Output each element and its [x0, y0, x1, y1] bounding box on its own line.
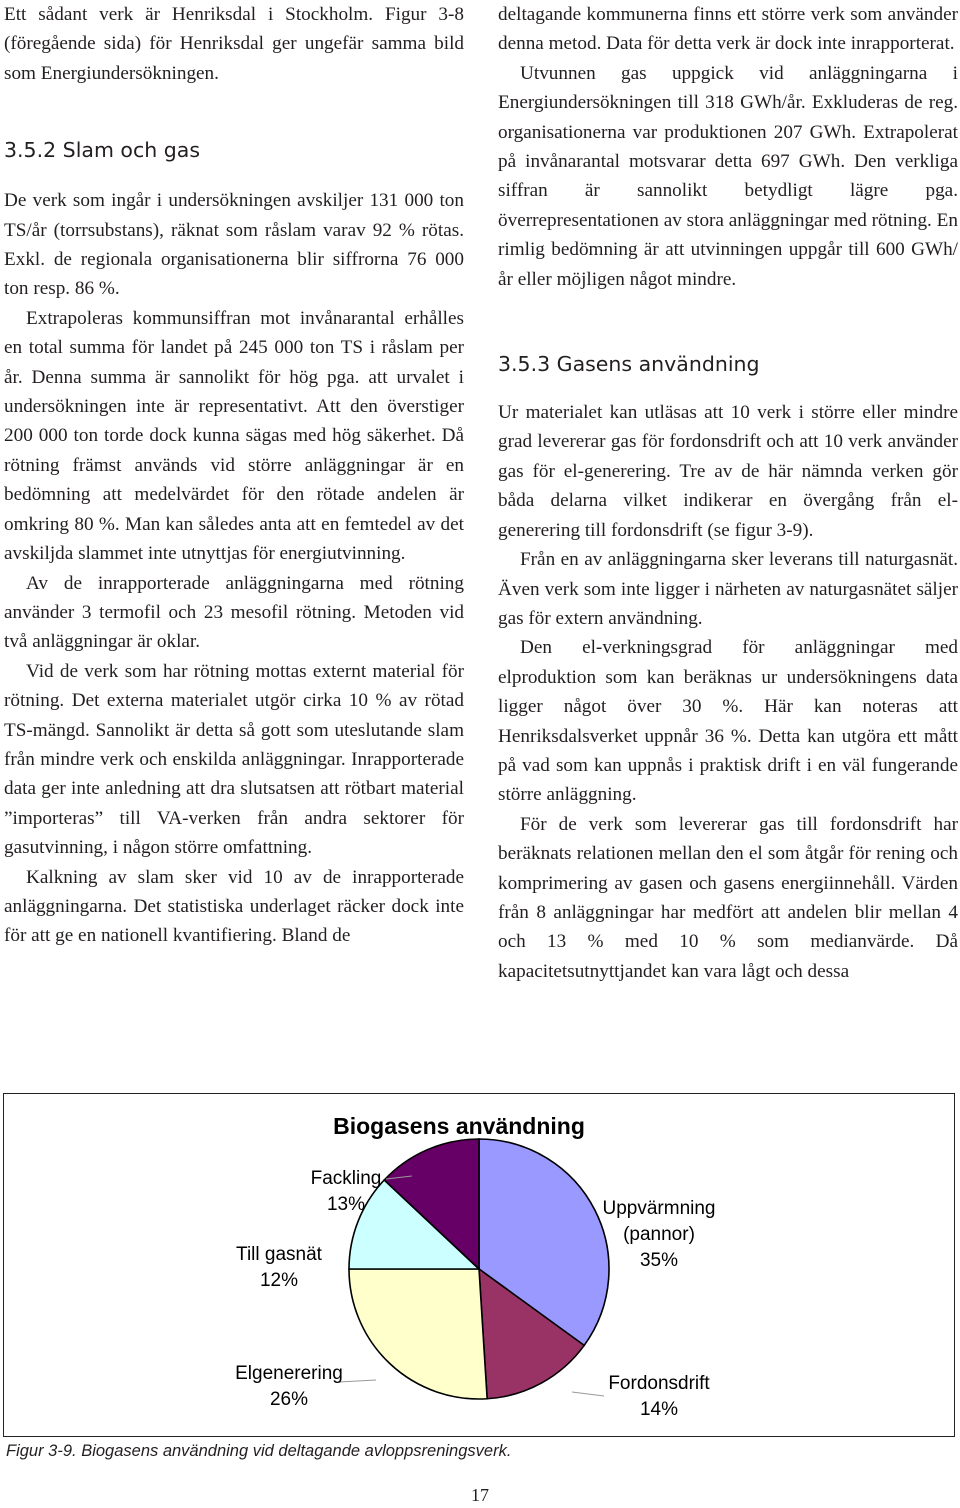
body-paragraph: deltagande kommunerna finns ett större verk som använder denna metod. Data för detta verk är dock inte inrapporterat.: [498, 4, 958, 55]
slice-label: [608, 1373, 710, 1420]
slice-label-line: Fordonsdrift: [608, 1373, 710, 1394]
figure-caption: Figur 3-9. Biogasens användning vid deltagande avloppsreningsverk.: [6, 1442, 512, 1460]
pie-chart: [4, 1094, 954, 1436]
slice-label: [235, 1363, 343, 1410]
body-paragraph: Från en av anläggningarna sker leverans till naturgasnät. Även verk som inte ligger i närheten av naturgasnätet säljer gas för extern användning.: [498, 549, 958, 629]
body-paragraph: Den el-verkningsgrad för anläggningar med elproduktion som kan beräknas ur undersökningens data ligger något över 30 %. Här kan noteras att Henriksdalsverket uppnår 36 %. Detta kan utgöra ett mått på vad som kan uppnås i praktisk drift i en väl fungerande större anläggning.: [498, 637, 958, 806]
body-paragraph: Kalkning av slam sker vid 10 av de inrapporterade anläggningarna. Det statistiska underlaget räcker dock inte för att ge en nationell kvantifiering. Bland de: [4, 866, 464, 947]
figure-box: [3, 1093, 955, 1437]
slice-label-line: (pannor): [623, 1224, 695, 1245]
body-paragraph: För de verk som levererar gas till fordonsdrift har beräknats relationen mellan den el som åtgår för rening och komprimering av gasen och gasens energiinnehåll. Värden från 8 anläggningar har medfört att andelen blir mellan 4 och 13 % med 10 % som medianvärde. Då kapacitetsutnyttjandet kan vara lågt och dessa: [498, 813, 958, 982]
leader-line: [339, 1380, 376, 1382]
slice-label-line: Uppvärmning: [602, 1198, 716, 1219]
left-column: [4, 0, 464, 951]
body-paragraph: Ur materialet kan utläsas att 10 verk i större eller mindre grad levererar gas för fordonsdrift och att 10 verk använder gas för el-generering. Tre av de här nämnda verken gör båda delarna vilket indikerar en övergång från el-generering till fordonsdrift (se figur 3-9).: [498, 402, 958, 541]
pie-slices: [349, 1139, 609, 1399]
body-paragraph: Vid de verk som har rötning mottas externt material för rötning. Det externa materialet utgör cirka 10 % av rötad TS-mängd. Sannolikt är detta så gott som uteslutande slam från mindre verk och enskilda anläggningar. Inrapporterade data ger inte anledning att dra slutsatsen att rötbart material ”importeras” till VA-verken från andra sektorer för gasutvinning, i någon större omfattning.: [4, 660, 464, 859]
slice-label-line: Fackling: [310, 1168, 382, 1189]
slice-label: [236, 1244, 323, 1291]
body-paragraph: Av de inrapporterade anläggningarna med rötning använder 3 termofil och 23 mesofil rötning. Metoden vid två anläggningar är oklar.: [4, 572, 464, 653]
body-paragraph: Extrapoleras kommunsiffran mot invånarantal erhålles en total summa för landet på 245 000 ton TS i råslam per år. Denna summa är sannolikt för hög pga. att urvalet i undersökningen inte är representativt. Att den överstiger 200 000 ton torde dock kunna sägas med hög säkerhet. Då rötning främst används vid större anläggningar är en bedömning att medelvärdet för den rötade andelen är omkring 80 %. Man kan således anta att en femtedel av det avskiljda slammet inte utnyttjas för energiutvinning.: [4, 307, 464, 565]
slice-label-line: Till gasnät: [236, 1244, 322, 1265]
slice-label-line: 12%: [259, 1270, 299, 1291]
section-heading-slam-och-gas: 3.5.2 Slam och gas: [4, 138, 201, 163]
slice-label: [603, 1198, 716, 1271]
slice-label-line: Elgenerering: [235, 1363, 343, 1384]
body-paragraph: De verk som ingår i undersökningen avskiljer 131 000 ton TS/år (torrsubstans), räknat som råslam varav 92 % rötas. Exkl. de regionala organisationerna blir siffrorna 76 000 ton resp. 86 %.: [4, 190, 464, 300]
slice-elgenerering: [349, 1269, 487, 1399]
section-heading-gasens-anvandning: 3.5.3 Gasens användning: [498, 352, 760, 377]
body-paragraph: Utvunnen gas uppgick vid anläggningarna i Energiundersökningen till 318 GWh/år. Exkluderas de reg. organisationerna var produktionen 207 GWh. Extrapolerat på invånarantal motsvarar detta 697 GWh. Den verkliga siffran är sannolikt betydligt lägre pga. överrepresentationen av stora anläggningar med rötning. En rimlig bedömning är att utvinningen uppgår till 600 GWh/år eller möjligen något mindre.: [498, 62, 958, 290]
intro-paragraph: Ett sådant verk är Henriksdal i Stockholm. Figur 3-8 (föregående sida) för Henriksdal ger ungefär samma bild som Energiundersökningen.: [4, 4, 464, 84]
chart-title: Biogasens användning: [333, 1113, 585, 1139]
page-number: 17: [471, 1485, 489, 1505]
slice-label-line: 13%: [326, 1194, 366, 1215]
slice-label-line: 26%: [269, 1389, 309, 1410]
slice-label-line: 35%: [639, 1250, 679, 1271]
slice-label-line: 14%: [639, 1399, 679, 1420]
right-column: [498, 0, 958, 986]
leader-line: [572, 1392, 604, 1396]
